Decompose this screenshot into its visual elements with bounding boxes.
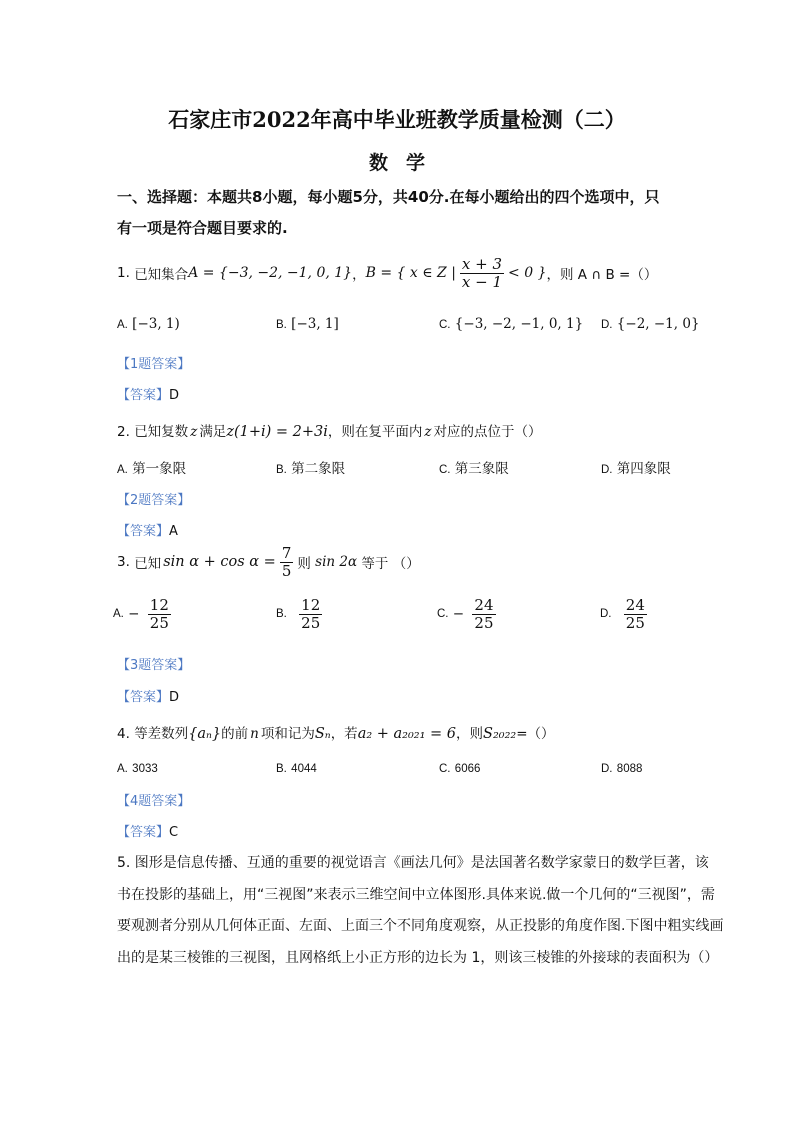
answer-line (117, 520, 178, 539)
question-text-end: =（） (516, 726, 555, 742)
answer-section-tag: 【4题答案】 (117, 794, 191, 809)
fraction-denominator: x − 1 (461, 272, 503, 291)
answer-section-tag: 【2题答案】 (117, 493, 191, 508)
option-label: D. (601, 763, 613, 775)
option-b[interactable] (276, 316, 339, 332)
option-d[interactable] (601, 760, 642, 776)
fraction-denominator: 25 (149, 613, 169, 632)
question-number: 2. (117, 424, 130, 440)
option-text: 3033 (132, 763, 158, 775)
trig-fraction (280, 545, 294, 579)
answer-value: D (169, 690, 180, 705)
question-text: 等差数列 (134, 726, 189, 742)
answer-prefix: 【答案】 (117, 524, 170, 539)
trig-expression: sin α + cos α = (163, 554, 276, 570)
var-n: n (250, 726, 259, 742)
option-text: 8088 (616, 763, 643, 775)
option-b[interactable] (276, 760, 317, 776)
answer-line (117, 821, 178, 840)
question-4 (117, 722, 555, 742)
option-text: 第四象限 (616, 461, 671, 477)
complex-equation: z(1+i) = 2+3i (226, 424, 328, 440)
option-fraction (472, 597, 495, 631)
question-text-end: 对应的点位于（） (433, 424, 542, 440)
question-number: 1. (117, 265, 130, 281)
option-text: 第二象限 (291, 461, 346, 477)
answer-value: A (169, 524, 178, 539)
option-label: B. (276, 763, 287, 775)
answer-prefix: 【答案】 (117, 388, 170, 403)
option-text: [−3, 1] (291, 316, 339, 332)
question-text-mid: 的前 (221, 726, 249, 742)
option-text: 第三象限 (454, 461, 509, 477)
fraction-numerator: x + 3 (461, 255, 503, 273)
option-c[interactable] (437, 597, 496, 631)
option-a[interactable] (117, 457, 186, 477)
question-1 (117, 256, 657, 290)
question-5-line: 5. 图形是信息传播、互通的重要的视觉语言《画法几何》是法国著名数学家蒙日的数学巨著，该 (117, 855, 709, 871)
option-c[interactable] (439, 760, 480, 776)
option-a[interactable] (113, 597, 171, 631)
answer-prefix: 【答案】 (117, 825, 170, 840)
answer-value: C (169, 825, 179, 840)
question-text: 已知集合 (134, 267, 189, 283)
question-text-mid: 项和记为 (260, 726, 315, 742)
fraction-denominator: 25 (301, 613, 321, 632)
option-c[interactable] (439, 457, 509, 477)
option-text: {−3, −2, −1, 0, 1} (454, 316, 584, 332)
question-text: 已知 (134, 556, 162, 572)
question-text-mid: ，则 (456, 726, 484, 742)
question-number: 3. (117, 554, 130, 570)
option-text: {−2, −1, 0} (616, 316, 700, 332)
option-label: D. (601, 464, 613, 476)
separator: ， (352, 267, 366, 283)
answer-line (117, 384, 179, 403)
option-d[interactable] (601, 316, 700, 332)
option-label: B. (276, 608, 287, 620)
question-2 (117, 420, 542, 440)
option-label: C. (439, 319, 451, 331)
option-text: 6066 (454, 763, 481, 775)
sin-2alpha: sin 2α (315, 554, 358, 570)
fraction-denominator: 25 (625, 613, 645, 632)
answer-line (117, 686, 179, 705)
option-label: C. (439, 763, 451, 775)
answer-section-tag: 【1题答案】 (117, 357, 191, 372)
option-label: B. (276, 319, 287, 331)
option-label: A. (117, 763, 128, 775)
option-text: 第一象限 (132, 461, 187, 477)
option-sign: − (452, 606, 465, 622)
fraction-denominator: 5 (281, 561, 292, 580)
option-label: D. (601, 319, 613, 331)
option-d[interactable] (600, 597, 647, 631)
set-b-fraction (460, 256, 504, 290)
option-a[interactable] (117, 760, 158, 776)
fraction-numerator: 12 (301, 596, 321, 614)
page-title: 石家庄市2022年高中毕业班教学质量检测（二） (168, 107, 626, 132)
option-text: 4044 (291, 763, 317, 775)
question-text-end: 等于 （） (361, 556, 420, 572)
option-label: A. (117, 464, 128, 476)
set-a-expr: A = {−3, −2, −1, 0, 1} (188, 265, 353, 281)
option-label: B. (276, 464, 287, 476)
answer-prefix: 【答案】 (117, 690, 170, 705)
option-c[interactable] (439, 316, 583, 332)
fraction-numerator: 24 (474, 596, 494, 614)
option-fraction (148, 597, 171, 631)
option-b[interactable] (276, 457, 345, 477)
option-sign: − (128, 606, 140, 622)
option-label: A. (117, 319, 128, 331)
question-text-suffix: ，则在复平面内 (327, 424, 423, 440)
option-label: C. (437, 608, 449, 620)
question-5-line: 书在投影的基础上，用“三视图”来表示三维空间中立体图形.具体来说.做一个几何的“三视图”，需 (117, 886, 715, 903)
question-5 (117, 848, 724, 974)
fraction-denominator: 25 (474, 613, 494, 632)
question-5-line: 出的是某三棱锥的三视图，且网格纸上小正方形的边长为 1，则该三棱锥的外接球的表面积为（） (117, 949, 719, 966)
question-5-line: 要观测者分别从几何体正面、左面、上面三个不同角度观察，从正投影的角度作图.下图中粗实线画 (117, 918, 724, 934)
set-b-left: B = { x ∈ Z | (365, 265, 456, 281)
sequence-symbol: {aₙ} (188, 726, 222, 742)
fraction-numerator: 12 (149, 596, 169, 614)
option-d[interactable] (601, 457, 671, 477)
fraction-numerator: 24 (625, 596, 645, 614)
set-b-right: < 0 } (508, 265, 547, 281)
sum-symbol: Sₙ (314, 726, 331, 742)
target-sum: S₂₀₂₂ (483, 726, 517, 742)
var-z: z (190, 424, 198, 440)
var-z: z (424, 424, 432, 440)
option-a[interactable] (117, 316, 180, 332)
section-heading: 一、选择题：本题共8小题，每小题5分，共40分.在每小题给出的四个选项中，只 (117, 188, 660, 206)
fraction-numerator: 7 (281, 544, 292, 562)
condition-expr: a₂ + a₂₀₂₁ = 6 (357, 726, 457, 742)
question-text: 已知复数 (134, 424, 189, 440)
option-label: D. (600, 608, 612, 620)
option-fraction (624, 597, 647, 631)
section-heading-cont: 有一项是符合题目要求的. (117, 219, 288, 237)
question-text-mid: 则 (297, 556, 311, 572)
option-label: C. (439, 464, 451, 476)
option-text: [−3, 1) (132, 316, 180, 332)
question-3 (117, 545, 420, 579)
option-label: A. (113, 608, 124, 620)
answer-value: D (169, 388, 180, 403)
question-text-mid: ，若 (330, 726, 358, 742)
option-fraction (299, 597, 322, 631)
question-suffix: ，则 A ∩ B =（） (546, 267, 658, 283)
option-b[interactable] (276, 597, 322, 631)
question-number: 4. (117, 726, 130, 742)
question-text-mid: 满足 (199, 424, 227, 440)
answer-section-tag: 【3题答案】 (117, 658, 191, 673)
subject-heading: 数学 (368, 152, 443, 174)
